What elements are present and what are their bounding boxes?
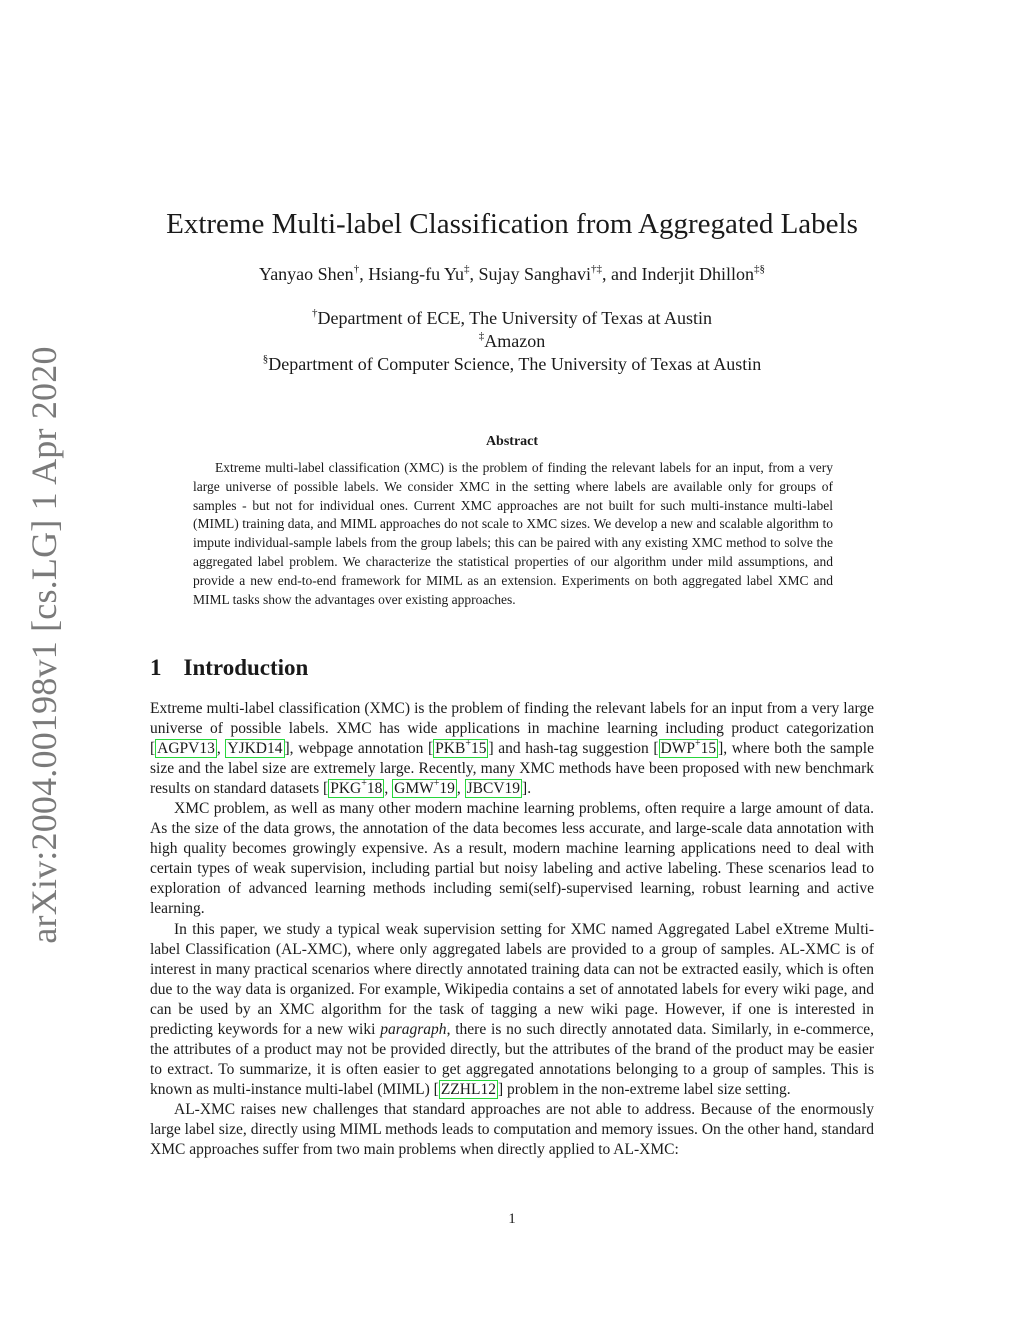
text-run: ]. (522, 780, 532, 798)
author-name: Hsiang-fu Yu (368, 264, 465, 284)
text-run: ] problem in the non-extreme label size setting. (497, 1080, 791, 1098)
text-run: ], where both the sample size and the label size are extremely large. Recently, many XMC methods have been proposed with new benchmark results on standard datasets [ (150, 740, 874, 798)
author-name: Inderjit Dhillon (641, 264, 754, 284)
citation-link[interactable]: ZZHL12 (440, 1080, 496, 1098)
text-run: , (216, 740, 226, 758)
paper-title: Extreme Multi-label Classification from Aggregated Labels (166, 208, 858, 240)
paragraph (150, 699, 874, 799)
affiliation (0, 308, 1024, 329)
section-number: 1 (150, 655, 162, 680)
affiliation (0, 354, 1024, 375)
section-title: Introduction (183, 655, 309, 680)
text-run: ], webpage annotation [ (284, 740, 434, 758)
citation-link[interactable]: AGPV13 (157, 740, 215, 758)
citation-sup: + (465, 737, 471, 749)
citation-link[interactable] (659, 739, 719, 758)
text-run: In this paper, we study a typical weak supervision setting for XMC named Aggregated Label eXtreme Multi-label Classification (AL-XMC), where only aggregated labels are provided to a group of samples. AL-XMC is of interest in many practical scenarios where directly annotated training data can not be extracted easily, which is often due to the way data is organized. For example, Wikipedia contains a set of annotated labels for every wiki page, and can be used by an XMC algorithm for the task of tagging a new wiki page. However, if one is interested in predicting keywords for a new wiki (150, 920, 874, 1038)
affiliation-text: Amazon (484, 331, 546, 351)
citation-sup: + (694, 737, 701, 749)
author-list: Yanyao Shen†, Hsiang-fu Yu‡, Sujay Sanghavi†‡, and Inderjit Dhillon‡§ (259, 263, 765, 284)
citation-link[interactable] (328, 779, 384, 798)
author-mark: ‡§ (754, 263, 765, 275)
affiliation-text: Department of Computer Science, The University of Texas at Austin (268, 354, 762, 374)
affiliation (0, 331, 1024, 352)
citation-year: 18 (366, 780, 383, 798)
text-run: , (456, 780, 465, 798)
affiliation-mark: ‡ (478, 330, 485, 342)
introduction-body (150, 699, 874, 1160)
citation-key: GMW (394, 780, 434, 798)
text-run: Extreme multi-label classification (XMC) is the problem of finding the relevant labels for an input from a very large universe of possible labels. XMC has wide applications in machine learning including product categorization [ (150, 700, 874, 758)
text-run: , (384, 780, 393, 798)
author-name: Yanyao Shen (259, 264, 354, 284)
paragraph (150, 920, 874, 1100)
abstract-heading: Abstract (485, 434, 539, 449)
citation-link[interactable]: YJKD14 (227, 740, 283, 758)
paragraph: XMC problem, as well as many other modern machine learning problems, often require a large amount of data. As the size of the data grows, the annotation of the data becomes less accurate, and large-scale data annotation with high quality becomes growingly expensive. As a result, modern machine learning applications need to deal with certain types of weak supervision, including partial but noisy labeling and active labeling. These scenarios lead to exploration of advanced learning methods including semi(self)-supervised learning, robust learning and active learning. (150, 800, 874, 918)
citation-year: 19 (439, 780, 455, 798)
citation-key: PKB (435, 740, 466, 758)
citation-sup: + (433, 778, 440, 790)
arxiv-identifier: arXiv:2004.00198v1 [cs.LG] 1 Apr 2020 (24, 346, 64, 944)
author-conjunction: and (611, 264, 638, 284)
citation-year: 15 (470, 740, 487, 758)
section-heading (150, 655, 308, 681)
citation-link[interactable] (433, 739, 488, 758)
emphasis: paragraph (380, 1020, 447, 1038)
citation-year: 15 (700, 740, 717, 758)
page-number: 1 (508, 1211, 516, 1227)
citation-link[interactable]: JBCV19 (466, 780, 521, 798)
citation-sup: + (361, 778, 367, 790)
citation-link[interactable] (392, 779, 457, 798)
author-mark: †‡ (591, 263, 603, 275)
text-run: ] and hash-tag suggestion [ (488, 740, 659, 758)
author-mark: † (353, 263, 360, 275)
abstract-text: Extreme multi-label classification (XMC) is the problem of finding the relevant labels for an input, from a very large universe of possible labels. We consider XMC in the setting where labels are available only for groups of samples - but not for individual ones. Current XMC approaches are not built for such multi-instance multi-label (MIML) training data, and MIML approaches do not scale to XMC sizes. We develop a new and scalable algorithm to impute individual-sample labels from the group labels; this can be paired with any existing XMC method to solve the aggregated label problem. We characterize the statistical properties of our algorithm under mild assumptions, and provide a new end-to-end framework for MIML as an extension. Experiments on both aggregated label XMC and MIML tasks show the advantages over existing approaches. (193, 460, 833, 607)
affiliation-text: Department of ECE, The University of Texas at Austin (317, 308, 712, 328)
affiliation-mark: § (262, 353, 269, 365)
affiliation-mark: † (312, 307, 318, 319)
paragraph: AL-XMC raises new challenges that standard approaches are not able to address. Because of the enormously large label size, directly using MIML methods leads to computation and memory issues. On the other hand, standard XMC approaches suffer from two main problems when directly applied to AL-XMC: (150, 1100, 874, 1159)
author-mark: ‡ (464, 263, 470, 275)
text-run: , there is no such directly annotated data. Similarly, in e-commerce, the attributes of a product may not be provided directly, but the attributes of the brand of the product may be easier to extract. To summarize, it is often easier to get aggregated annotations belonging to a group of samples. This is known as multi-instance multi-label (MIML) [ (150, 1020, 874, 1098)
citation-key: PKG (330, 780, 362, 798)
citation-key: DWP (660, 740, 695, 758)
author-name: Sujay Sanghavi (478, 264, 592, 284)
